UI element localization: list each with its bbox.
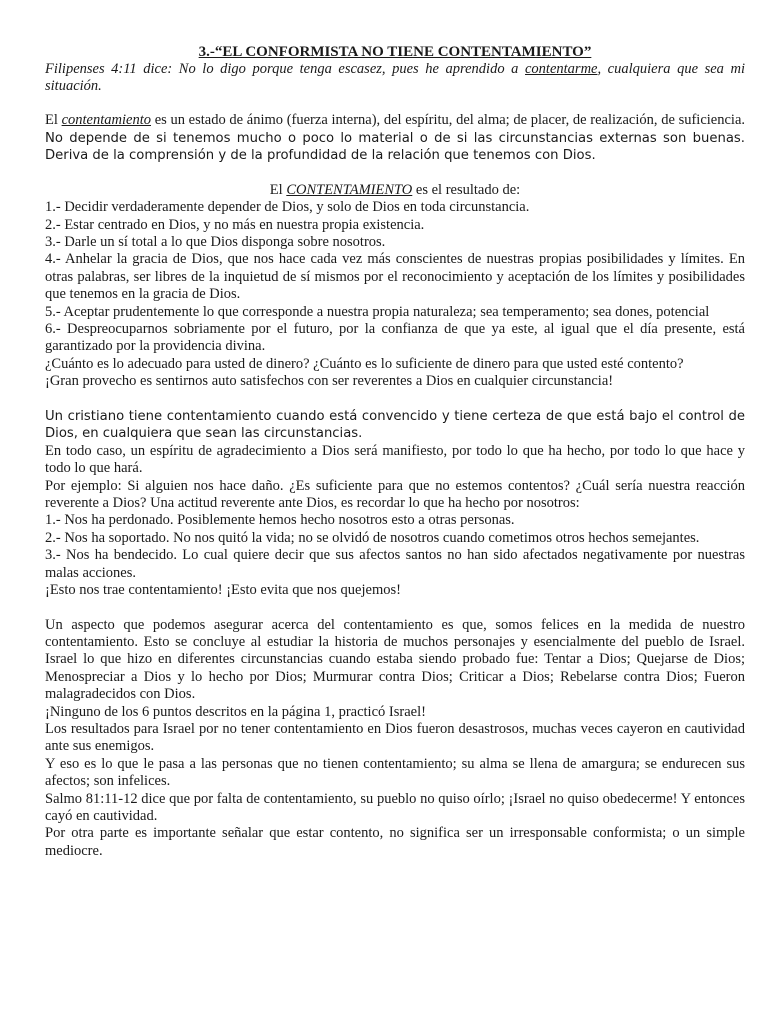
result-heading bbox=[45, 182, 745, 199]
verse-text: Filipenses 4:11 dice: No lo digo porque tenga escasez, pues he aprendido a bbox=[45, 61, 525, 77]
intro-text-cont: es un estado de ánimo (fuerza interna), del espíritu, del alma; de placer, de realización, de suficiencia. bbox=[151, 112, 746, 128]
bible-verse bbox=[45, 61, 745, 95]
result-item-2: 2.- Estar centrado en Dios, y no más en nuestra propia existencia. bbox=[45, 216, 425, 233]
intro-underlined-term: contentamiento bbox=[61, 112, 151, 128]
israel-paragraph-6: Por otra parte es importante señalar que estar contento, no significa ser un irresponsable conformista; o un simple mediocre. bbox=[45, 825, 745, 859]
result-item-6: 6.- Despreocuparnos sobriamente por el futuro, por la confianza de que ya este, al igual que el día presente, está garantizado por la providencia divina. bbox=[45, 321, 745, 355]
christian-paragraph: Un cristiano tiene contentamiento cuando está convencido y tiene certeza de que está bajo el control de Dios, en cualquiera que sean las circunstancias. bbox=[45, 408, 745, 442]
verse-underlined-word: contentarme bbox=[525, 61, 598, 77]
exclamation-line: ¡Gran provecho es sentirnos auto satisfechos con ser reverentes a Dios en cualquier circunstancia! bbox=[45, 373, 614, 390]
page-title: 3.-“EL CONFORMISTA NO TIENE CONTENTAMIENTO” bbox=[198, 44, 592, 60]
result-heading-text: El bbox=[269, 181, 287, 198]
intro-text: El bbox=[45, 112, 62, 128]
result-item-5: 5.- Aceptar prudentemente lo que corresponde a nuestra propia naturaleza; sea temperamento; sea dones, potencial bbox=[45, 303, 710, 320]
israel-paragraph-4: Y eso es lo que le pasa a las personas que no tienen contentamiento; su alma se llena de amargura; se endurecen sus afectos; son infelices. bbox=[45, 755, 745, 790]
christian-line-2: Por ejemplo: Si alguien nos hace daño. ¿Es suficiente para que no estemos contentos? ¿Cuál sería nuestra reacción reverente a Dios? Una actitud reverente ante Dios, es recordar lo que ha hecho por nosotros: bbox=[45, 477, 745, 512]
result-item-4: 4.- Anhelar la gracia de Dios, que nos hace cada vez más conscientes de nuestras propias posibilidades y límites. En otras palabras, ser libres de la inquietud de sí mismos por el reconocimiento y aceptación de los límites y posibilidades que tenemos en la gracia de Dios. bbox=[45, 251, 745, 303]
israel-paragraph-1: Un aspecto que podemos asegurar acerca del contentamiento es que, somos felices en la medida de nuestro contentamiento. Esto se concluye al estudiar la historia de muchos personajes y esencialmente del pueblo de Israel. Israel lo que hizo en diferentes circunstancias cuando estaba siendo probado fue: Tentar a Dios; Quejarse de Dios; Menospreciar a Dios y lo hecho por Dios; Murmurar contra Dios; Criticar a Dios; Rebelarse contra Dios; Fueron malagradecidos con Dios. bbox=[45, 616, 745, 703]
christian-point-3: 3.- Nos ha bendecido. Lo cual quiere decir que sus afectos santos no han sido afectados negativamente por nuestras malas acciones. bbox=[45, 547, 745, 581]
christian-line-1: En todo caso, un espíritu de agradecimiento a Dios será manifiesto, por todo lo que ha hecho, por todo lo que hace y todo lo que hará. bbox=[45, 442, 745, 477]
intro-paragraph bbox=[45, 112, 745, 165]
result-heading-term: CONTENTAMIENTO bbox=[286, 181, 413, 198]
israel-paragraph-5: Salmo 81:11-12 dice que por falta de contentamiento, su pueblo no quiso oírlo; ¡Israel no quiso obedecerme! Y entonces cayó en cautividad. bbox=[45, 790, 745, 824]
israel-paragraph-2: ¡Ninguno de los 6 puntos descritos en la página 1, practicó Israel! bbox=[45, 703, 426, 720]
christian-point-2: 2.- Nos ha soportado. No nos quitó la vida; no se olvidó de nosotros cuando cometimos otros hechos semejantes. bbox=[45, 529, 700, 546]
intro-sans-text: No depende de si tenemos mucho o poco lo material o de si las circunstancias externas son buenas. Deriva de la comprensión y de la profundidad de la relación que tenemos con Dios. bbox=[45, 130, 745, 164]
christian-closing: ¡Esto nos trae contentamiento! ¡Esto evita que nos quejemos! bbox=[45, 582, 401, 599]
result-item-1: 1.- Decidir verdaderamente depender de Dios, y solo de Dios en toda circunstancia. bbox=[45, 199, 530, 216]
israel-paragraph-3: Los resultados para Israel por no tener contentamiento en Dios fueron desastrosos, muchas veces cayeron en cautividad ante sus enemigos. bbox=[45, 720, 745, 755]
christian-point-1: 1.- Nos ha perdonado. Posiblemente hemos hecho nosotros esto a otras personas. bbox=[45, 512, 515, 529]
question-line: ¿Cuánto es lo adecuado para usted de dinero? ¿Cuánto es lo suficiente de dinero para que usted esté contento? bbox=[45, 355, 684, 372]
result-heading-text-end: es el resultado de: bbox=[412, 181, 521, 198]
verse-text-end: , cualquiera que sea mi situación. bbox=[45, 61, 745, 94]
result-item-3: 3.- Darle un sí total a lo que Dios disponga sobre nosotros. bbox=[45, 234, 386, 250]
